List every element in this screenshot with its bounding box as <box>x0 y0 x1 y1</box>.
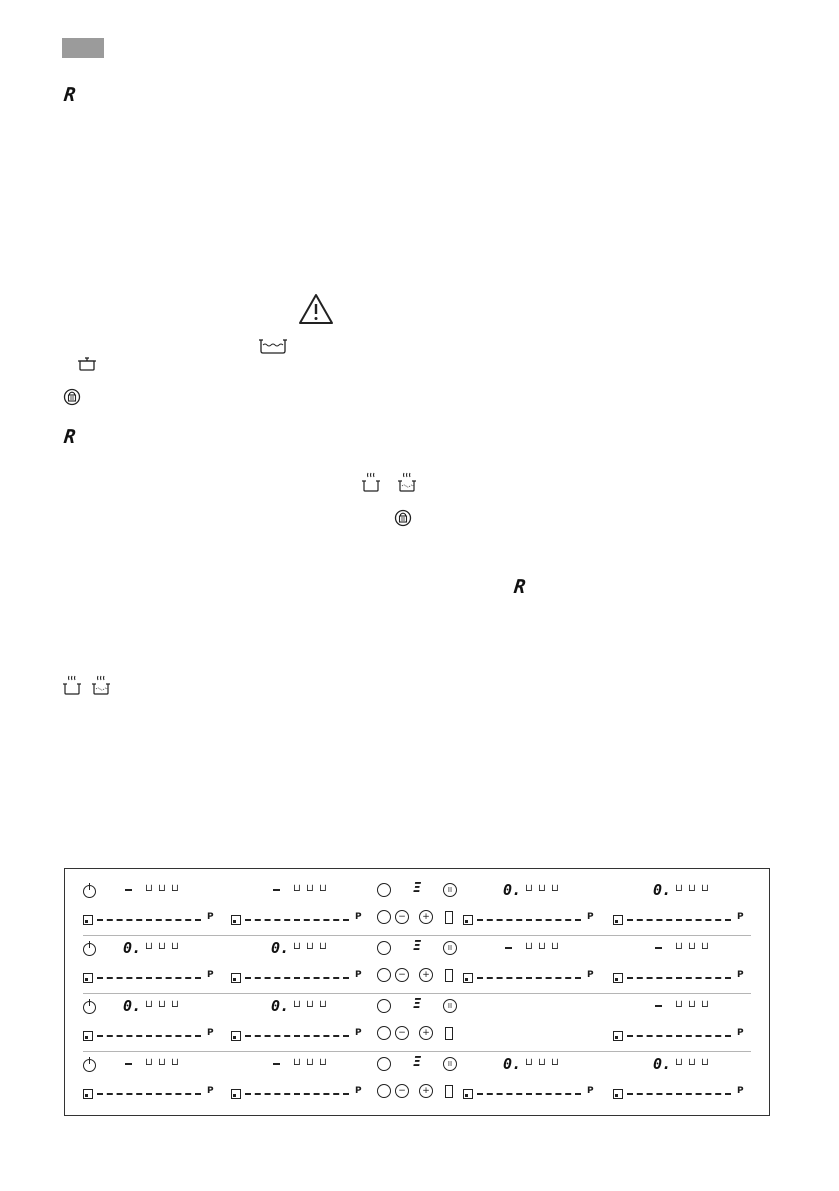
timer-display: Ξ <box>413 881 422 896</box>
zone-function-symbols: ⊔ ⊔ ⊔ <box>675 1057 710 1068</box>
power-slider[interactable] <box>613 909 753 929</box>
cooking-zone-control <box>231 999 371 1045</box>
zone-function-symbols: ⊔ ⊔ ⊔ <box>525 941 560 952</box>
power-boost-label: P <box>737 1086 744 1096</box>
slider-track <box>97 1035 201 1037</box>
minus-icon[interactable]: − <box>395 968 409 982</box>
power-slider[interactable] <box>231 1025 371 1045</box>
bridge-icon <box>445 1085 453 1098</box>
lock-icon <box>377 1057 391 1071</box>
plus-icon[interactable]: + <box>419 1026 433 1040</box>
cooking-zone-control <box>613 1057 753 1103</box>
pot-icon <box>76 354 98 372</box>
zone-function-symbols: ⊔ ⊔ ⊔ <box>675 941 710 952</box>
power-slider[interactable] <box>613 1025 753 1045</box>
simmer-pot-icon <box>90 674 112 696</box>
section-marker <box>62 38 104 58</box>
center-controls <box>377 999 457 1045</box>
bridge-icon <box>445 1027 453 1040</box>
zone-select-icon <box>83 1089 93 1099</box>
row-divider <box>83 1051 751 1052</box>
key-lock-icon <box>377 1026 391 1040</box>
power-icon <box>83 885 96 898</box>
zone-display-row <box>83 941 223 963</box>
boiling-pot-icon <box>61 674 83 696</box>
zone-display-row <box>613 1057 753 1079</box>
zone-dash <box>655 1005 662 1007</box>
zone-display-row <box>463 941 603 963</box>
slider-track <box>477 977 581 979</box>
power-slider[interactable] <box>83 1025 223 1045</box>
zone-select-icon <box>231 1031 241 1041</box>
cooking-zone-control <box>83 1057 223 1103</box>
bridge-icon <box>445 911 453 924</box>
slider-track <box>245 919 349 921</box>
key-lock-icon <box>377 910 391 924</box>
power-slider[interactable] <box>83 1083 223 1103</box>
power-slider[interactable] <box>83 967 223 987</box>
zone-digit: 0. <box>503 881 522 899</box>
power-slider[interactable] <box>231 1083 371 1103</box>
zone-select-icon <box>231 1089 241 1099</box>
center-controls <box>377 1057 457 1103</box>
zone-dash <box>655 947 662 949</box>
power-slider[interactable] <box>463 967 603 987</box>
slider-track <box>245 1035 349 1037</box>
zone-display-row <box>83 883 223 905</box>
power-boost-label: P <box>355 970 362 980</box>
zone-function-symbols: ⊔ ⊔ ⊔ <box>675 883 710 894</box>
zone-function-symbols: ⊔ ⊔ ⊔ <box>145 941 180 952</box>
zone-select-icon <box>231 915 241 925</box>
zone-function-symbols: ⊔ ⊔ ⊔ <box>675 999 710 1010</box>
row-divider <box>83 993 751 994</box>
lock-icon <box>377 999 391 1013</box>
cooking-zone-control <box>613 883 753 929</box>
zone-digit: 0. <box>123 939 142 957</box>
pause-icon: II <box>443 1057 457 1071</box>
slider-track <box>97 1093 201 1095</box>
panel-row <box>83 1057 751 1103</box>
cooking-zone-control <box>83 999 223 1045</box>
slider-track <box>97 919 201 921</box>
power-boost-label: P <box>587 970 594 980</box>
power-boost-label: P <box>207 1028 214 1038</box>
display-glyph-r: R <box>512 576 527 598</box>
minus-icon[interactable]: − <box>395 1026 409 1040</box>
power-slider[interactable] <box>613 1083 753 1103</box>
plus-icon[interactable]: + <box>419 910 433 924</box>
pause-icon: II <box>443 941 457 955</box>
row-divider <box>83 935 751 936</box>
slider-track <box>97 977 201 979</box>
zone-select-icon <box>463 973 473 983</box>
power-boost-label: P <box>355 1028 362 1038</box>
zone-digit: 0. <box>503 1055 522 1073</box>
power-boost-label: P <box>355 1086 362 1096</box>
power-slider[interactable] <box>463 1083 603 1103</box>
zone-select-icon <box>613 915 623 925</box>
timer-display: Ξ <box>413 1055 422 1070</box>
zone-function-symbols: ⊔ ⊔ ⊔ <box>525 883 560 894</box>
zone-display-row <box>613 999 753 1021</box>
zone-display-row <box>463 883 603 905</box>
zone-display-row <box>231 1057 371 1079</box>
cooking-zone-control <box>231 1057 371 1103</box>
lock-icon <box>63 388 81 406</box>
power-icon <box>83 1059 96 1072</box>
cooking-zone-control <box>231 883 371 929</box>
power-boost-label: P <box>737 970 744 980</box>
minus-icon[interactable]: − <box>395 910 409 924</box>
slider-track <box>477 1093 581 1095</box>
cooking-zone-control <box>83 883 223 929</box>
power-boost-label: P <box>207 1086 214 1096</box>
zone-display-row <box>613 941 753 963</box>
cooking-zone-control <box>463 883 603 929</box>
power-boost-label: P <box>587 912 594 922</box>
timer-display: Ξ <box>413 997 422 1012</box>
zone-display-row <box>231 999 371 1021</box>
center-controls <box>377 883 457 929</box>
zone-select-icon <box>463 1089 473 1099</box>
simmer-pot-icon <box>396 471 418 493</box>
zone-select-icon <box>231 973 241 983</box>
key-lock-icon <box>377 968 391 982</box>
zone-dash <box>273 889 280 891</box>
power-boost-label: P <box>355 912 362 922</box>
zone-function-symbols: ⊔ ⊔ ⊔ <box>145 883 180 894</box>
display-glyph-r: R <box>62 84 77 106</box>
power-boost-label: P <box>207 970 214 980</box>
zone-select-icon <box>613 1031 623 1041</box>
zone-function-symbols: ⊔ ⊔ ⊔ <box>145 999 180 1010</box>
zone-dash <box>125 1063 132 1065</box>
power-boost-label: P <box>737 912 744 922</box>
boiling-pot-icon <box>360 471 382 493</box>
key-lock-icon <box>377 1084 391 1098</box>
zone-function-symbols: ⊔ ⊔ ⊔ <box>293 999 328 1010</box>
zone-display-row <box>613 883 753 905</box>
display-glyph-r: R <box>62 426 77 448</box>
zone-display-row <box>231 883 371 905</box>
power-slider[interactable] <box>231 967 371 987</box>
pause-icon: II <box>443 883 457 897</box>
cooking-zone-control <box>463 1057 603 1103</box>
panel-row <box>83 941 751 987</box>
slider-track <box>627 1093 731 1095</box>
power-slider[interactable] <box>463 909 603 929</box>
cooking-zone-control <box>463 941 603 987</box>
zone-select-icon <box>83 973 93 983</box>
zone-function-symbols: ⊔ ⊔ ⊔ <box>145 1057 180 1068</box>
power-slider[interactable] <box>613 967 753 987</box>
panel-row <box>83 883 751 929</box>
zone-dash <box>125 889 132 891</box>
center-controls <box>377 941 457 987</box>
zone-function-symbols: ⊔ ⊔ ⊔ <box>293 883 328 894</box>
power-slider[interactable] <box>231 909 371 929</box>
bridge-icon <box>445 969 453 982</box>
slider-track <box>477 919 581 921</box>
zone-digit: 0. <box>123 997 142 1015</box>
zone-select-icon <box>463 915 473 925</box>
lock-icon <box>377 941 391 955</box>
zone-select-icon <box>613 1089 623 1099</box>
cooking-zone-control <box>613 999 753 1045</box>
zone-select-icon <box>613 973 623 983</box>
zone-function-symbols: ⊔ ⊔ ⊔ <box>525 1057 560 1068</box>
zone-digit: 0. <box>271 939 290 957</box>
warning-triangle-icon <box>298 293 334 325</box>
lock-icon <box>377 883 391 897</box>
plus-icon[interactable]: + <box>419 1084 433 1098</box>
zone-display-row <box>463 1057 603 1079</box>
zone-function-symbols: ⊔ ⊔ ⊔ <box>293 941 328 952</box>
cooking-zone-control <box>613 941 753 987</box>
zone-dash <box>273 1063 280 1065</box>
zone-digit: 0. <box>271 997 290 1015</box>
lock-icon <box>394 509 412 527</box>
power-boost-label: P <box>207 912 214 922</box>
zone-function-symbols: ⊔ ⊔ ⊔ <box>293 1057 328 1068</box>
slider-track <box>245 1093 349 1095</box>
zone-display-row <box>83 999 223 1021</box>
zone-select-icon <box>83 1031 93 1041</box>
slider-track <box>245 977 349 979</box>
zone-digit: 0. <box>653 881 672 899</box>
minus-icon[interactable]: − <box>395 1084 409 1098</box>
pause-icon: II <box>443 999 457 1013</box>
cooking-zone-control <box>231 941 371 987</box>
power-icon <box>83 1001 96 1014</box>
zone-display-row <box>83 1057 223 1079</box>
slider-track <box>627 919 731 921</box>
control-panel-figure <box>64 868 770 1116</box>
power-slider[interactable] <box>83 909 223 929</box>
power-icon <box>83 943 96 956</box>
plus-icon[interactable]: + <box>419 968 433 982</box>
slider-track <box>627 977 731 979</box>
zone-select-icon <box>83 915 93 925</box>
zone-dash <box>505 947 512 949</box>
wide-pot-icon <box>258 337 288 355</box>
panel-row <box>83 999 751 1045</box>
zone-digit: 0. <box>653 1055 672 1073</box>
timer-display: Ξ <box>413 939 422 954</box>
power-boost-label: P <box>737 1028 744 1038</box>
slider-track <box>627 1035 731 1037</box>
cooking-zone-control <box>83 941 223 987</box>
zone-display-row <box>231 941 371 963</box>
power-boost-label: P <box>587 1086 594 1096</box>
